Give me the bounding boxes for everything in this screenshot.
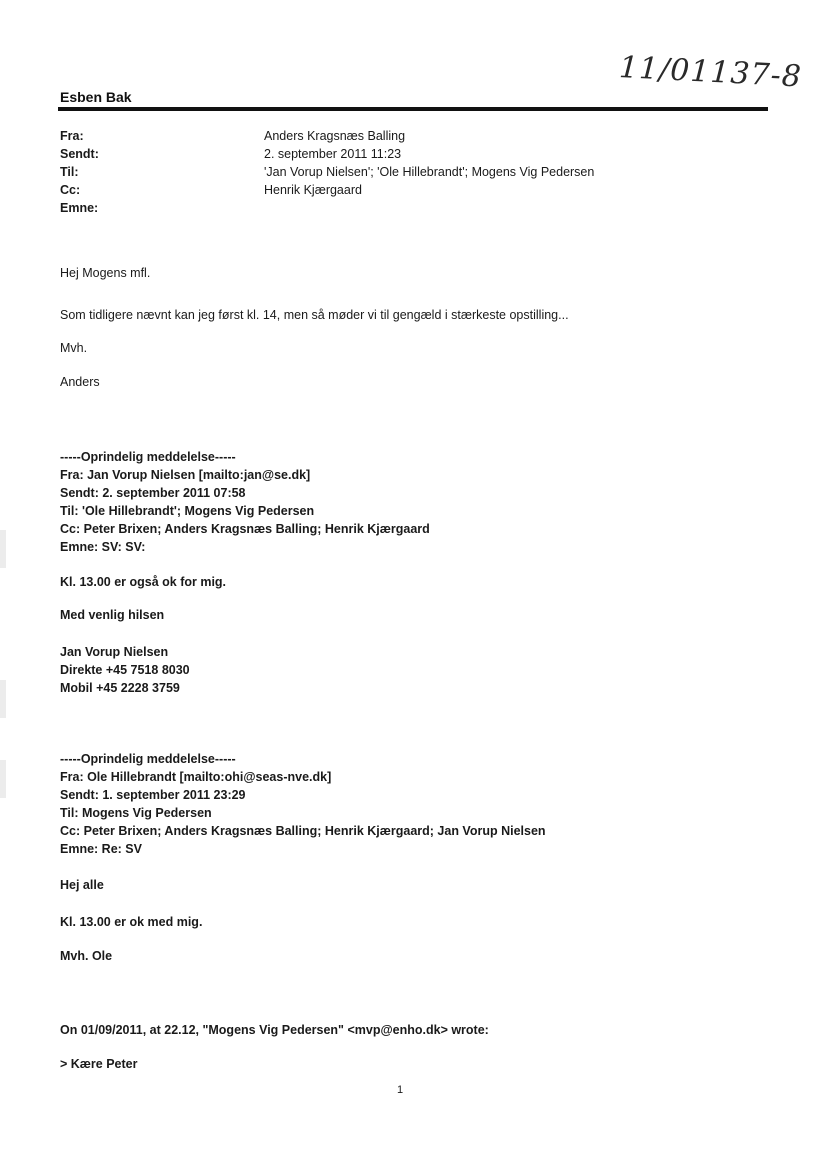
- body-message: Som tidligere nævnt kan jeg først kl. 14, men så møder vi til gengæld i stærkeste opstilling...: [60, 308, 569, 322]
- forward-subject: Emne: Re: SV: [60, 842, 142, 856]
- meta-row-from: [60, 127, 760, 145]
- quoted-intro: On 01/09/2011, at 22.12, "Mogens Vig Pedersen" <mvp@enho.dk> wrote:: [60, 1023, 489, 1037]
- meta-row-cc: [60, 181, 760, 199]
- meta-label: Emne:: [60, 201, 99, 215]
- meta-row-sent: [60, 145, 760, 163]
- body-greeting: Hej Mogens mfl.: [60, 266, 151, 280]
- meta-label: Fra:: [60, 129, 84, 143]
- meta-value: 'Jan Vorup Nielsen'; 'Ole Hillebrandt'; Mogens Vig Pedersen: [264, 165, 595, 179]
- forward2-greeting: Hej alle: [60, 878, 104, 892]
- scan-artifact: [0, 760, 6, 798]
- meta-row-to: [60, 163, 760, 181]
- scan-artifact: [0, 680, 6, 718]
- meta-label: Sendt:: [60, 147, 99, 161]
- header-rule: [58, 107, 768, 111]
- meta-value: Henrik Kjærgaard: [264, 183, 362, 197]
- forward-sent: Sendt: 1. september 2011 23:29: [60, 788, 246, 802]
- forward-cc: Cc: Peter Brixen; Anders Kragsnæs Balling; Henrik Kjærgaard; Jan Vorup Nielsen: [60, 824, 546, 838]
- meta-value: 2. september 2011 11:23: [264, 147, 402, 161]
- forward-separator: -----Oprindelig meddelelse-----: [60, 450, 236, 464]
- signature-mobile-phone: Mobil +45 2228 3759: [60, 681, 180, 695]
- email-meta-table: [60, 127, 760, 217]
- forward2-message: Kl. 13.00 er ok med mig.: [60, 915, 203, 929]
- forward1-signature: [60, 643, 190, 697]
- scan-artifact: [0, 530, 6, 568]
- quoted-line: > Kære Peter: [60, 1057, 138, 1071]
- sender-name: Esben Bak: [60, 89, 132, 105]
- forward-from: Fra: Ole Hillebrandt [mailto:ohi@seas-nve.dk]: [60, 770, 332, 784]
- forward-sent: Sendt: 2. september 2011 07:58: [60, 486, 246, 500]
- page-number: 1: [397, 1084, 404, 1096]
- forward-cc: Cc: Peter Brixen; Anders Kragsnæs Balling; Henrik Kjærgaard: [60, 522, 430, 536]
- forward-header-1: [60, 448, 430, 556]
- forward-subject: Emne: SV: SV:: [60, 540, 146, 554]
- forward-separator: -----Oprindelig meddelelse-----: [60, 752, 236, 766]
- body-signature: Anders: [60, 375, 100, 389]
- signature-direct-phone: Direkte +45 7518 8030: [60, 663, 190, 677]
- body-closing: Mvh.: [60, 341, 88, 355]
- meta-row-subject: [60, 199, 760, 217]
- forward-from: Fra: Jan Vorup Nielsen [mailto:jan@se.dk]: [60, 468, 311, 482]
- forward-to: Til: 'Ole Hillebrandt'; Mogens Vig Pedersen: [60, 504, 315, 518]
- meta-value: Anders Kragsnæs Balling: [264, 129, 406, 143]
- meta-label: Til:: [60, 165, 79, 179]
- handwritten-reference: 11/01137-8: [618, 50, 803, 95]
- forward-to: Til: Mogens Vig Pedersen: [60, 806, 212, 820]
- forward1-closing: Med venlig hilsen: [60, 608, 165, 622]
- forward-header-2: [60, 750, 546, 858]
- forward2-closing: Mvh. Ole: [60, 949, 113, 963]
- signature-name: Jan Vorup Nielsen: [60, 645, 169, 659]
- meta-label: Cc:: [60, 183, 81, 197]
- forward1-message: Kl. 13.00 er også ok for mig.: [60, 575, 227, 589]
